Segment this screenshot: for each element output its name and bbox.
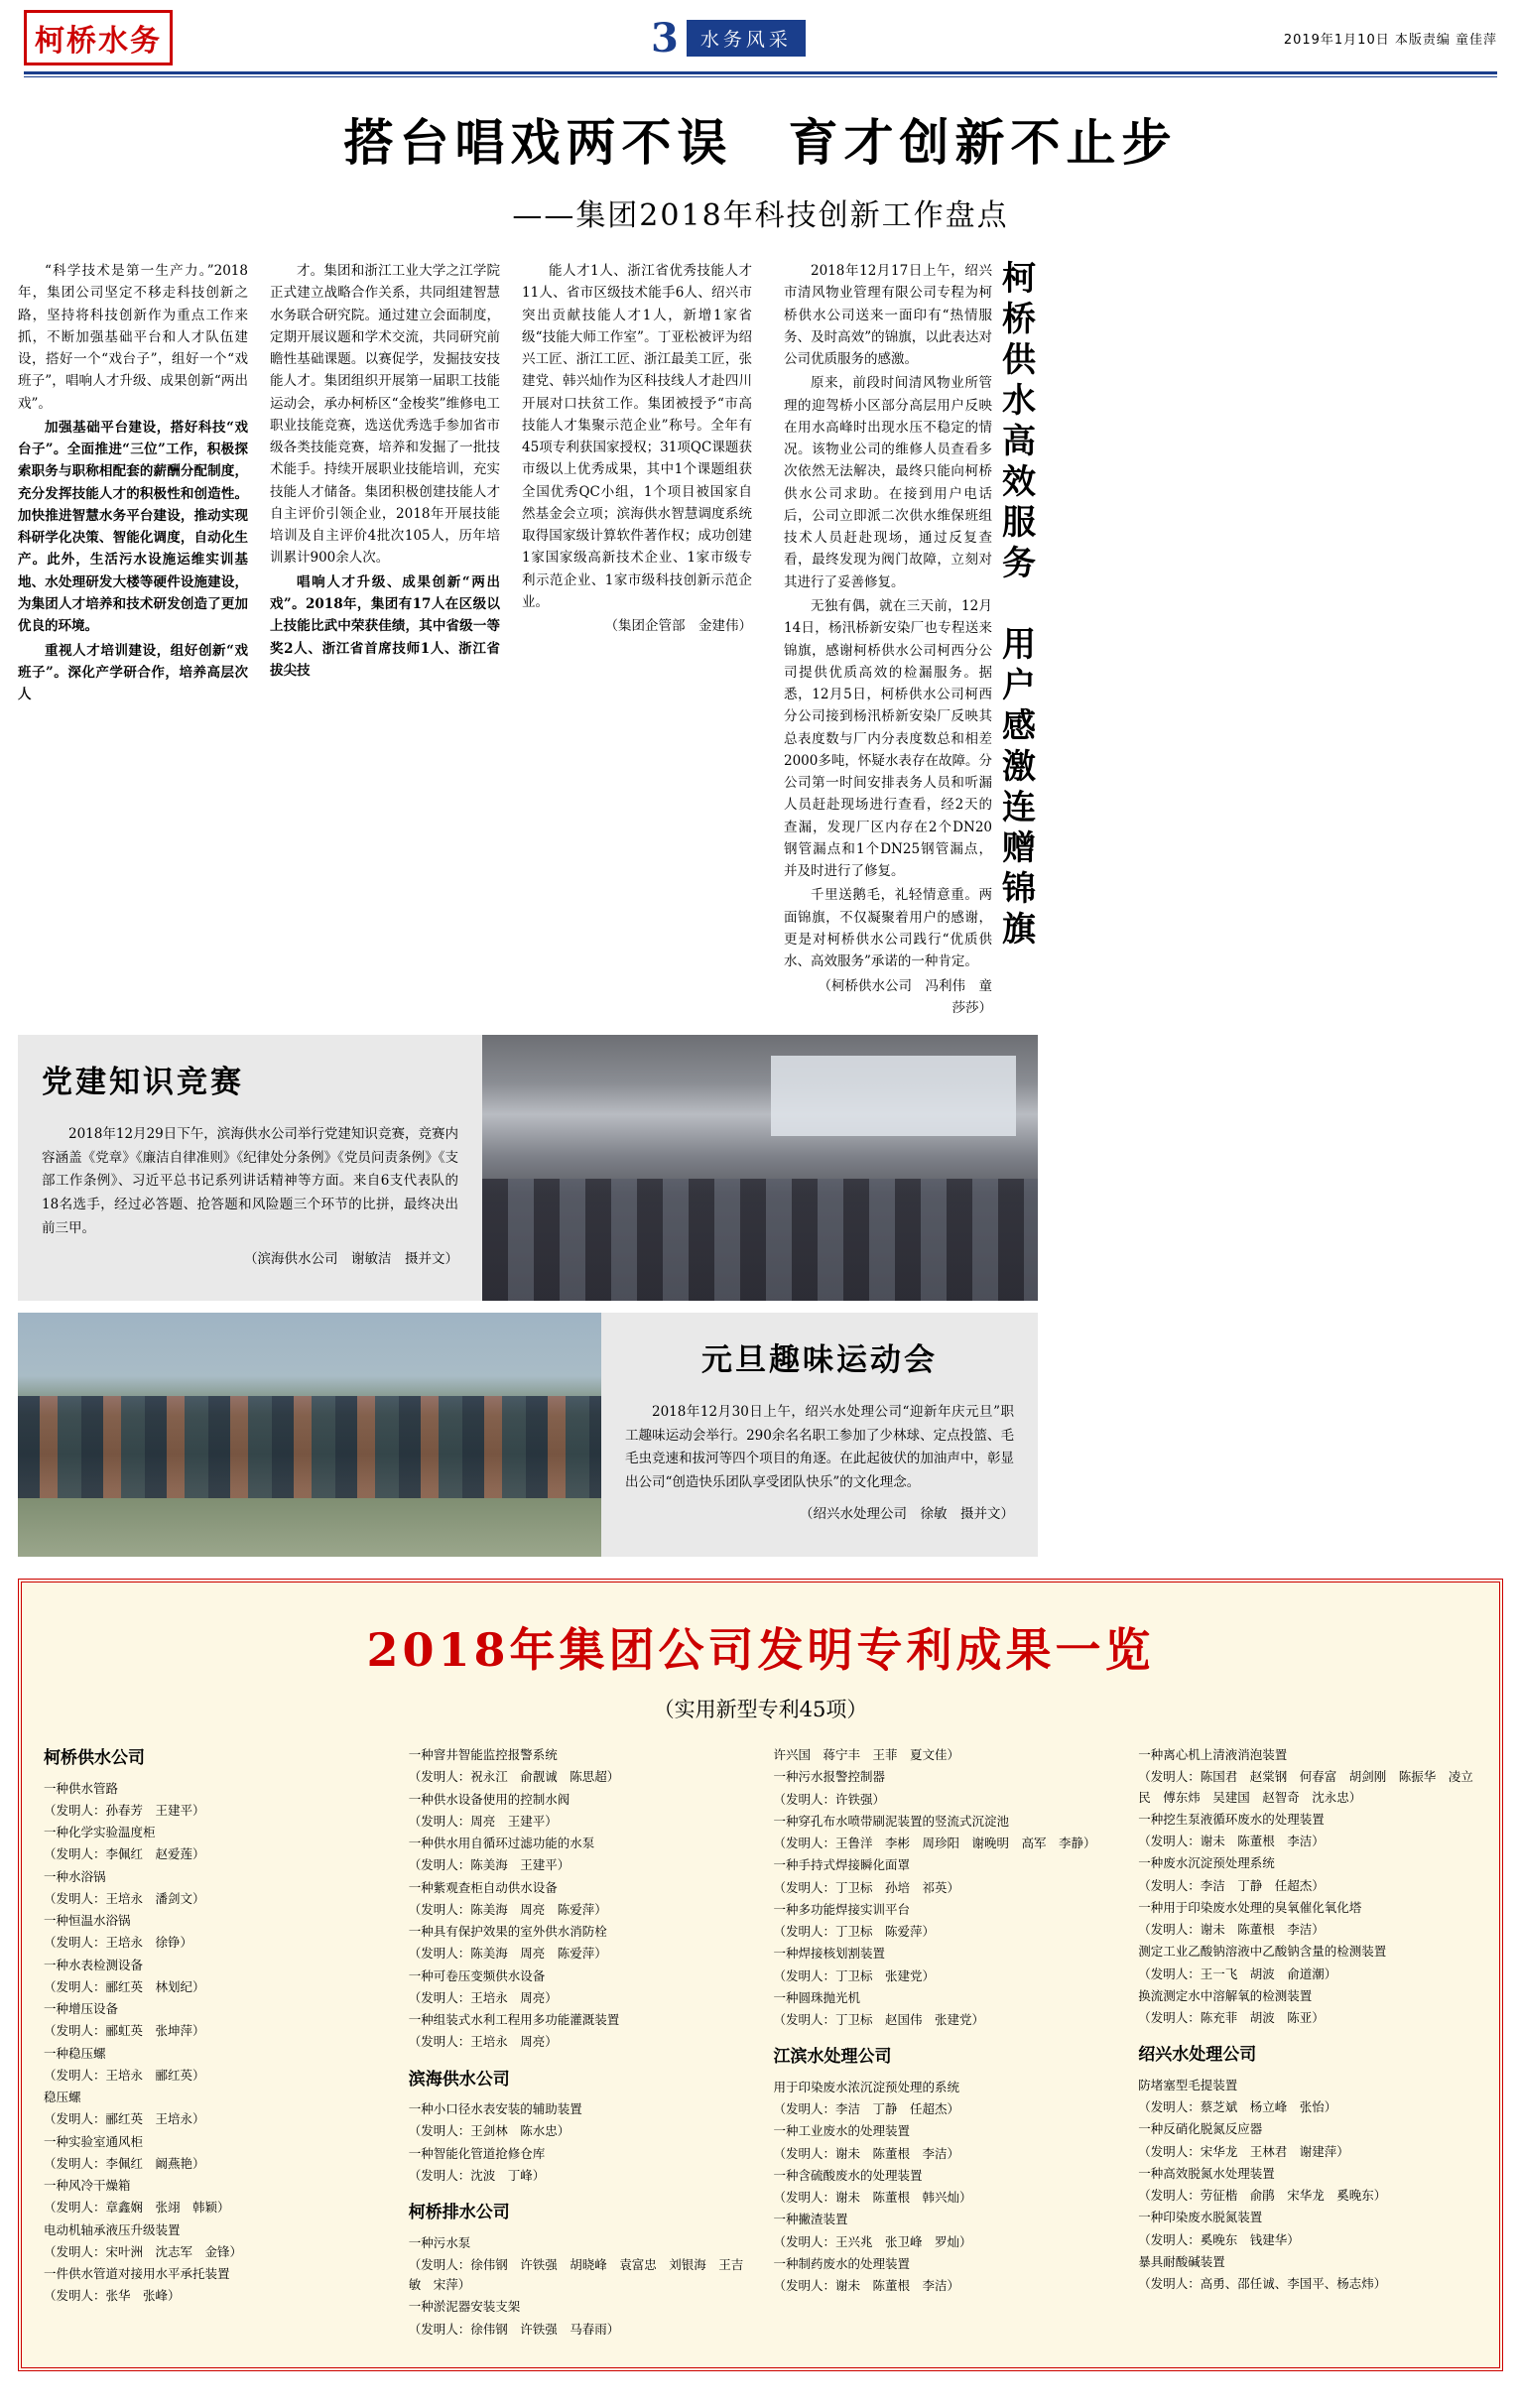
section-header <box>651 15 806 62</box>
patent-item: （发明人：劳征楷 俞鹃 宋华龙 奚晚东） <box>1138 2188 1387 2204</box>
patent-item: （发明人：丁卫标 孙培 祁英） <box>773 1879 960 1895</box>
paragraph: 能人才1人、浙江省优秀技能人才11人、省市区级技术能手6人、绍兴市突出贡献技能人才1人，新增1家省级“技能大师工作室”。丁亚松被评为绍兴工匠、浙江工匠、浙江最美工匠，张建党、韩兴灿作为区科技线人才赴四川开展对口扶贫工作。集团被授予“市高技能人才集聚示范企业”称号。全年有45项专利获国家授权；31项QC课题获市级以上优秀成果，其中1个课题组获全国优秀QC小组，1个项目被国家自然基金会立项；滨海供水智慧调度系统取得国家级计算软件著作权；成功创建1家国家级高新技术企业、1家市级专利示范企业、1家市级科技创新示范企业。 <box>522 263 752 610</box>
patent-item: （发明人：王剑林 陈水忠） <box>408 2123 570 2139</box>
patent-item: 一种实验室通风柜 <box>44 2133 144 2149</box>
photo-story-2-title: 元旦趣味运动会 <box>701 1342 938 1379</box>
patent-item: （发明人：高勇、邵任诚、李国平、杨志炜） <box>1138 2276 1387 2292</box>
headline-block <box>18 103 1503 234</box>
patent-item: （发明人：奚晚东 钱建华） <box>1138 2231 1300 2247</box>
patent-column <box>409 1745 748 2342</box>
patent-item: 一种制药废水的处理装置 <box>773 2255 911 2271</box>
patent-column <box>774 1745 1113 2342</box>
patent-item: （发明人：王一飞 胡波 俞道潮） <box>1138 1965 1337 1981</box>
patent-item: 一种水表检测设备 <box>44 1957 144 1972</box>
patent-company-heading: 柯桥供水公司 <box>44 1748 145 1769</box>
patent-item: 一种组装式水利工程用多功能灌溉装置 <box>408 2012 620 2028</box>
patent-item: （发明人：郦红英 王培永） <box>44 2111 205 2127</box>
patent-item: 一种窨井智能监控报警系统 <box>408 1747 558 1763</box>
patent-item: 一件供水管道对接用水平承托装置 <box>44 2266 230 2282</box>
patent-item: （发明人：丁卫标 赵国伟 张建党） <box>773 2012 985 2028</box>
patent-item: （发明人：谢未 陈董根 李洁） <box>773 2278 960 2294</box>
patent-item: 一种水浴锅 <box>44 1868 106 1884</box>
patent-item: 一种印染废水脱氮装置 <box>1138 2210 1263 2225</box>
patent-item: 一种工业废水的处理装置 <box>773 2123 911 2139</box>
paragraph: 无独有偶，就在三天前，12月14日，杨汛桥新安染厂也专程送来锦旗，感谢柯桥供水公司柯西分公司提供优质高效的检漏服务。据悉，12月5日，柯桥供水公司柯西分公司接到杨汛桥新安染厂反映其总表度数与厂内分表度数总和相差2000多吨，怀疑水表存在故障。分公司第一时间安排表务人员和听漏人员赶赴现场进行查看，经2天的查漏，发现厂区内存在2个DN20钢管漏点和1个DN25钢管漏点，并及时进行了修复。 <box>784 597 992 880</box>
patent-item: （发明人：王培永 周亮） <box>408 1989 558 2005</box>
photo-story-1-text: 2018年12月29日下午，滨海供水公司举行党建知识竞赛，竞赛内容涵盖《党章》《廉洁自律准则》《纪律处分条例》《党员问责条例》《支部工作条例》、习近平总书记系列讲话精神等方面。来自6支代表队的18名选手，经过必答题、抢答题和风险题三个环节的比拼，最终决出前三甲。 <box>42 1126 458 1236</box>
patent-item: 一种具有保护效果的室外供水消防栓 <box>408 1924 607 1940</box>
patent-item: （发明人：孙春芳 王建平） <box>44 1802 205 1818</box>
patent-item: 一种污水报警控制器 <box>773 1769 886 1785</box>
patent-item: 电动机轴承液压升级装置 <box>44 2221 181 2237</box>
paragraph: 千里送鹅毛，礼轻情意重。两面锦旗，不仅凝聚着用户的感谢，更是对柯桥供水公司践行“优质供水、高效服务”承诺的一种肯定。 <box>784 887 992 970</box>
patent-item: （发明人：郦虹英 张坤萍） <box>44 2023 205 2039</box>
paragraph: 才。集团和浙江工业大学之江学院正式建立战略合作关系，共同组建智慧水务联合研究院。通过建立会面制度，定期开展议题和学术交流，共同研究前瞻性基础课题。以赛促学，发掘技安技能人才。集团组织开展第一届职工技能运动会，承办柯桥区“金梭奖”维修电工职业技能竞赛，选送优秀选手参加省市级各类技能竞赛，培养和发掘了一批技术能手。持续开展职业技能培训，充实技能人才储备。集团积极创建技能人才自主评价引领企业，2018年开展技能培训及自主评价4批次105人，历年培训累计900余人次。 <box>270 263 500 567</box>
patent-item: （发明人：周亮 王建平） <box>408 1813 558 1829</box>
patent-item: 一种紫观查柜自动供水设备 <box>408 1879 558 1895</box>
section-badge: 水务风采 <box>687 20 806 57</box>
photo-story-2-credit: （绍兴水处理公司 徐敏 摄并文） <box>800 1505 1014 1522</box>
divider-thick <box>24 71 1497 74</box>
patent-item: 一种多功能焊接实训平台 <box>773 1901 911 1917</box>
patent-item: （发明人：徐伟钢 许铁强 胡晓峰 袁富忠 刘银海 王吉敏 宋萍） <box>408 2256 744 2293</box>
patent-item: （发明人：李洁 丁静 任超杰） <box>773 2101 960 2117</box>
patent-item: （发明人：王兴兆 张卫峰 罗灿） <box>773 2233 972 2249</box>
patent-item: 一种供水管路 <box>44 1780 119 1796</box>
patent-item: （发明人：李佩红 赵爱莲） <box>44 1846 205 1862</box>
patent-item: 一种穿孔布水喷带刷泥装置的竖流式沉淀池 <box>773 1813 1010 1829</box>
patent-item: 用于印染废水浓沉淀预处理的系统 <box>773 2079 960 2094</box>
article-column-2 <box>270 260 500 1021</box>
patent-item: （发明人：许铁强） <box>773 1791 886 1807</box>
patent-item: 一种含硫酸废水的处理装置 <box>773 2167 923 2183</box>
patent-item: 一种废水沉淀预处理系统 <box>1138 1855 1275 1871</box>
patent-item: （发明人：王培永 徐铮） <box>44 1935 193 1951</box>
patent-item: 一种小口径水表安装的辅助装置 <box>408 2101 582 2117</box>
photo-story-1-credit: （滨海供水公司 谢敏洁 摄并文） <box>244 1251 458 1268</box>
article-column-1 <box>18 260 248 1021</box>
patent-item: 一种化学实验温度柜 <box>44 1825 156 1840</box>
patent-item: （发明人：徐伟钢 许铁强 马春雨） <box>408 2321 620 2337</box>
patent-item: （发明人：丁卫标 张建党） <box>773 1967 936 1983</box>
divider-thin <box>24 76 1497 77</box>
vertical-article-byline: （柯桥供水公司 冯利伟 童莎莎） <box>818 977 992 1016</box>
patent-item: 一种手持式焊接瞬化面罩 <box>773 1857 911 1873</box>
patent-item: （发明人：郦红英 林划纪） <box>44 1978 205 1994</box>
patent-item: 一种用于印染废水处理的臭氧催化氧化塔 <box>1138 1899 1362 1915</box>
patent-item: 一种挖生泵液循环废水的处理装置 <box>1138 1811 1325 1827</box>
patent-item: （发明人：丁卫标 陈爱萍） <box>773 1924 936 1940</box>
paragraph: 原来，前段时间清风物业所管理的迎驾桥小区部分高层用户反映在用水高峰时出现水压不稳定的情况。该物业公司的维修人员查看多次依然无法解决，最终只能向柯桥供水公司求助。在接到用户电话后，公司立即派二次供水维保班组技术人员赶赴现场，通过反复查看，最终发现为阀门故障，立刻对其进行了妥善修复。 <box>784 375 992 590</box>
patent-item: （发明人：李洁 丁静 任超杰） <box>1138 1877 1325 1893</box>
patent-item: （发明人：陈充菲 胡波 陈亚） <box>1138 2010 1325 2026</box>
photo-story-2 <box>18 1313 1503 1557</box>
patent-column <box>1138 1745 1477 2342</box>
patent-item: 一种可卷压变频供水设备 <box>408 1967 546 1983</box>
patent-item: 一种供水设备使用的控制水阀 <box>408 1791 570 1807</box>
vertical-article <box>784 260 1037 1021</box>
logo-text: 柯桥水务 <box>35 24 162 59</box>
patent-panel-subtitle: （实用新型专利45项） <box>653 1698 868 1722</box>
patent-company-heading: 柯桥排水公司 <box>408 2203 510 2223</box>
patent-item: 一种高效脱氮水处理装置 <box>1138 2165 1275 2181</box>
patent-item: 许兴国 蒋宁丰 王菲 夏文佳） <box>773 1747 960 1763</box>
vertical-article-title: 柯桥供水高效服务 用户感激连赠锦旗 <box>995 260 1036 951</box>
patent-item: 一种稳压螺 <box>44 2045 106 2061</box>
patent-column <box>44 1745 383 2342</box>
article-columns <box>18 260 1503 1021</box>
patent-item: 测定工业乙酸钠溶液中乙酸钠含量的检测装置 <box>1138 1944 1387 1960</box>
photo-party-knowledge-contest <box>482 1035 1038 1301</box>
patent-item: （发明人：谢未 陈董根 韩兴灿） <box>773 2190 972 2206</box>
patent-item: 一种恒温水浴锅 <box>44 1913 131 1929</box>
paragraph: 唱响人才升级、成果创新“两出戏”。2018年，集团有17人在区级以上技能比武中荣获佳绩，其中省级一等奖2人、浙江省首席技师1人、浙江省拔尖技 <box>270 573 500 679</box>
patent-item: （发明人：张华 张峰） <box>44 2288 181 2304</box>
paragraph: 2018年12月17日上午，绍兴市清风物业管理有限公司专程为柯桥供水公司送来一面印有“热情服务、及时高效”的锦旗，以此表达对公司优质服务的感激。 <box>784 263 992 368</box>
paragraph: 重视人才培训建设，组好创新“戏班子”。深化产学研合作，培养高层次人 <box>18 642 248 703</box>
photo-story-1-caption <box>18 1035 482 1301</box>
paragraph: 加强基础平台建设，搭好科技“戏台子”。全面推进“三位”工作，积极探索职务与职称相配套的薪酬分配制度，充分发挥技能人才的积极性和创造性。加快推进智慧水务平台建设，推动实现科研学化决策、智能化调度，自动化生产。此外，生活污水设施运维实训基地、水处理研发大楼等硬件设施建设，为集团人才培养和技术研发创造了更加优良的环境。 <box>18 419 248 635</box>
photo-story-1-title: 党建知识竞赛 <box>42 1065 244 1101</box>
patent-item: 一种供水用自循环过滤功能的水泵 <box>408 1836 595 1851</box>
patent-company-heading: 滨海供水公司 <box>408 2069 510 2090</box>
patent-columns <box>44 1745 1477 2342</box>
page-number: 3 <box>650 14 679 62</box>
patent-item: （发明人：王培永 潘剑文） <box>44 1890 205 1906</box>
patent-item: 一种淤泥器安装支架 <box>408 2299 521 2315</box>
patent-company-heading: 绍兴水处理公司 <box>1138 2045 1257 2066</box>
patent-item: 一种反硝化脱氮反应器 <box>1138 2121 1263 2137</box>
patent-item: 一种风冷干燥箱 <box>44 2178 131 2194</box>
patent-item: （发明人：沈波 丁峰） <box>408 2167 546 2183</box>
patent-item: （发明人：陈美海 周亮 陈爱萍） <box>408 1901 607 1917</box>
patent-panel <box>18 1579 1503 2371</box>
photo-story-2-caption <box>601 1313 1038 1557</box>
photo-story-1 <box>18 1035 1503 1301</box>
page-title: 搭台唱戏两不误 育才创新不止步 <box>343 113 1178 172</box>
patent-item: （发明人：宋叶洲 沈志军 金锋） <box>44 2243 243 2259</box>
patent-item: 一种增压设备 <box>44 2001 119 2017</box>
patent-item: （发明人：陈美海 周亮 陈爱萍） <box>408 1946 607 1962</box>
patent-item: （发明人：李佩红 阚燕艳） <box>44 2155 205 2171</box>
page-subtitle: ——集团2018年科技创新工作盘点 <box>512 198 1009 233</box>
patent-item: 一种智能化管道抢修仓库 <box>408 2145 546 2161</box>
masthead <box>18 0 1503 71</box>
patent-item: 一种撇渣装置 <box>773 2212 848 2227</box>
patent-item: （发明人：王培永 郦红英） <box>44 2067 205 2083</box>
article-byline: （集团企管部 金建伟） <box>604 618 752 635</box>
vertical-article-body <box>784 260 992 1021</box>
patent-item: （发明人：蔡芝斌 杨立峰 张怡） <box>1138 2099 1337 2115</box>
patent-item: （发明人：陈国君 赵棠钢 何春富 胡剑刚 陈振华 凌立民 傅东炜 吴建国 赵智奇 沈永忠） <box>1138 1769 1473 1805</box>
patent-item: （发明人：祝永江 俞靓诚 陈思超） <box>408 1769 620 1785</box>
patent-item: 一种圆珠抛光机 <box>773 1989 861 2005</box>
patent-item: （发明人：宋华龙 王林君 谢建萍） <box>1138 2143 1349 2159</box>
patent-item: （发明人：章鑫娴 张翊 韩颖） <box>44 2200 230 2216</box>
patent-company-heading: 江滨水处理公司 <box>773 2047 892 2068</box>
article-column-3 <box>522 260 752 1021</box>
issue-info: 2019年1月10日 本版责编 童佳萍 <box>1283 32 1497 48</box>
patent-item: （发明人：王培永 周亮） <box>408 2034 558 2050</box>
patent-item: 一种焊接核划割装置 <box>773 1946 886 1962</box>
patent-item: 暴具耐酸碱装置 <box>1138 2253 1225 2269</box>
paragraph: “科学技术是第一生产力。”2018年，集团公司坚定不移走科技创新之路，坚持将科技创新作为重点工作来抓，不断加强基础平台和人才队伍建设，搭好一个“戏台子”，组好一个“戏班子”，唱响人才升级、成果创新“两出戏”。 <box>18 263 248 412</box>
patent-item: （发明人：谢未 陈董根 李洁） <box>773 2145 960 2161</box>
patent-item: （发明人：王鲁洋 李彬 周珍阳 谢晚明 高军 李静） <box>773 1836 1096 1851</box>
patent-item: （发明人：陈美海 王建平） <box>408 1857 570 1873</box>
patent-item: 一种离心机上清液消泡装置 <box>1138 1747 1288 1763</box>
patent-item: 防堵塞型毛提装置 <box>1138 2077 1238 2092</box>
photo-new-year-sports-meeting <box>18 1313 601 1557</box>
patent-item: （发明人：谢未 陈董根 李洁） <box>1138 1834 1325 1849</box>
patent-item: （发明人：谢未 陈董根 李洁） <box>1138 1922 1325 1938</box>
patent-item: 一种污水泵 <box>408 2234 471 2250</box>
patent-item: 换流测定水中溶解氧的检测装置 <box>1138 1987 1313 2003</box>
publication-logo <box>24 10 173 65</box>
patent-panel-title: 2018年集团公司发明专利成果一览 <box>366 1623 1155 1678</box>
photo-story-2-text: 2018年12月30日上午，绍兴水处理公司“迎新年庆元旦”职工趣味运动会举行。290余名名职工参加了少林球、定点投篮、毛毛虫竞速和拔河等四个项目的角逐。在此起彼伏的加油声中，彰显出公司“创造快乐团队享受团队快乐”的文化理念。 <box>625 1404 1014 1490</box>
patent-item: 稳压螺 <box>44 2090 81 2105</box>
